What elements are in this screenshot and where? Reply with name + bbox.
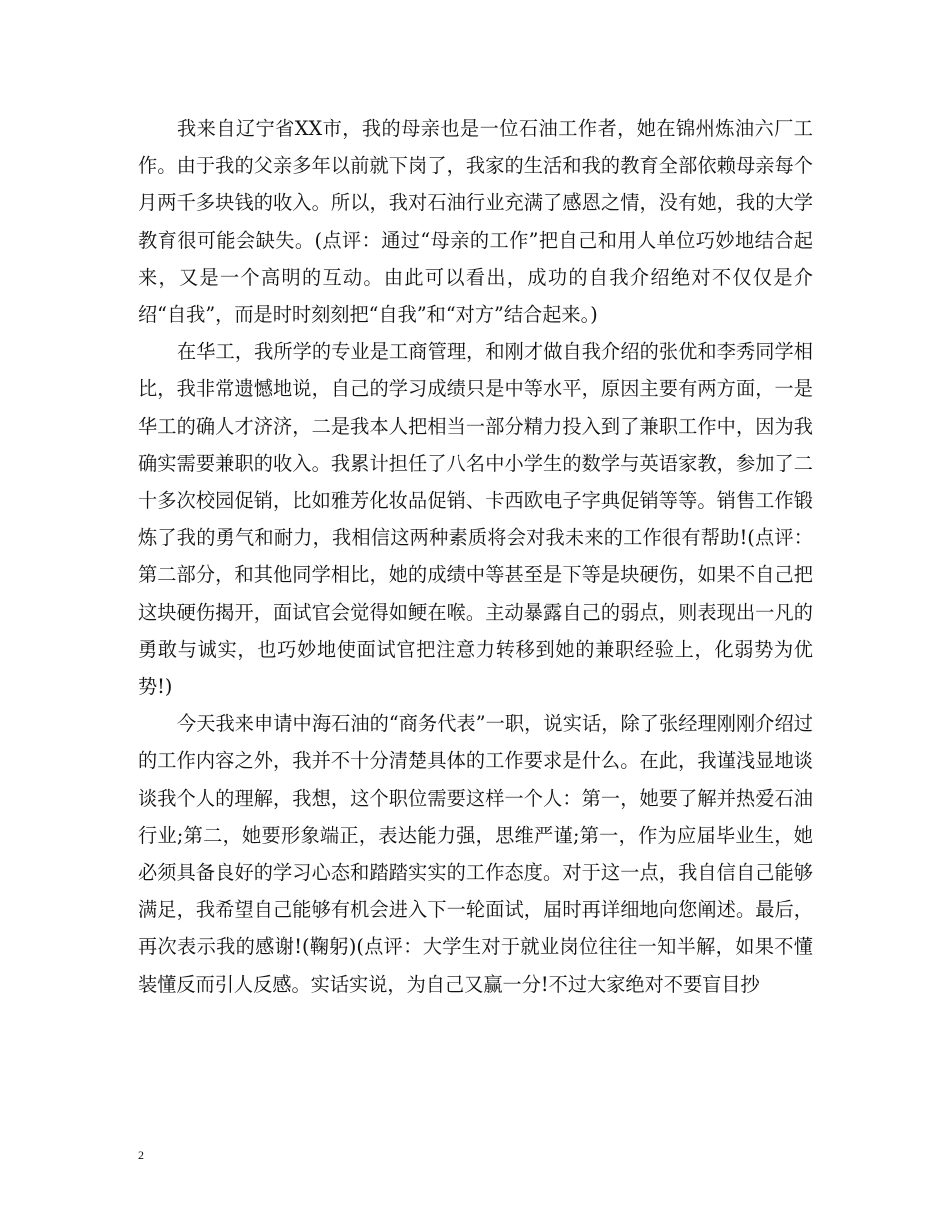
paragraph-job-application: 今天我来申请中海石油的“商务代表”一职，说实话，除了张经理刚刚介绍过的工作内容之外，我并不十分清楚具体的工作要求是什么。在此，我谨浅显地谈谈我个人的理解，我想，这个职位需要这样一个人：第一，她要了解并热爱石油行业;第二，她要形象端正，表达能力强，思维严谨;第一，作为应届毕业生，她必须具备良好的学习心态和踏踏实实的工作态度。对于这一点，我自信自己能够满足，我希望自己能够有机会进入下一轮面试，届时再详细地向您阐述。最后，再次表示我的感谢!(鞠躬)(点评：大学生对于就业岗位往往一知半解，如果不懂装懂反而引人反感。实话实说，为自己又赢一分!不过大家绝对不要盲目抄 <box>138 712 813 996</box>
page-number: 2 <box>138 1148 144 1162</box>
paragraph-mother-background: 我来自辽宁省XX市，我的母亲也是一位石油工作者，她在锦州炼油六厂工作。由于我的父亲多年以前就下岗了，我家的生活和我的教育全部依赖母亲每个月两千多块钱的收入。所以，我对石油行业充满了感恩之情，没有她，我的大学教育很可能会缺失。(点评：通过“母亲的工作”把自己和用人单位巧妙地结合起来，又是一个高明的互动。由此可以看出，成功的自我介绍绝对不仅仅是介绍“自我”，而是时时刻刻把“自我”和“对方”结合起来。) <box>138 117 813 327</box>
document-body <box>138 110 813 1003</box>
paragraph-study-and-parttime: 在华工，我所学的专业是工商管理，和刚才做自我介绍的张优和李秀同学相比，我非常遗憾地说，自己的学习成绩只是中等水平，原因主要有两方面，一是华工的确人才济济，二是我本人把相当一部分精力投入到了兼职工作中，因为我确实需要兼职的收入。我累计担任了八名中小学生的数学与英语家教，参加了二十多次校园促销，比如雅芳化妆品促销、卡西欧电子字典促销等等。销售工作锻炼了我的勇气和耐力，我相信这两种素质将会对我未来的工作很有帮助!(点评：第二部分，和其他同学相比，她的成绩中等甚至是下等是块硬伤，如果不自己把这块硬伤揭开，面试官会觉得如鲠在喉。主动暴露自己的弱点，则表现出一凡的勇敢与诚实，也巧妙地使面试官把注意力转移到她的兼职经验上，化弱势为优势!) <box>138 340 813 699</box>
